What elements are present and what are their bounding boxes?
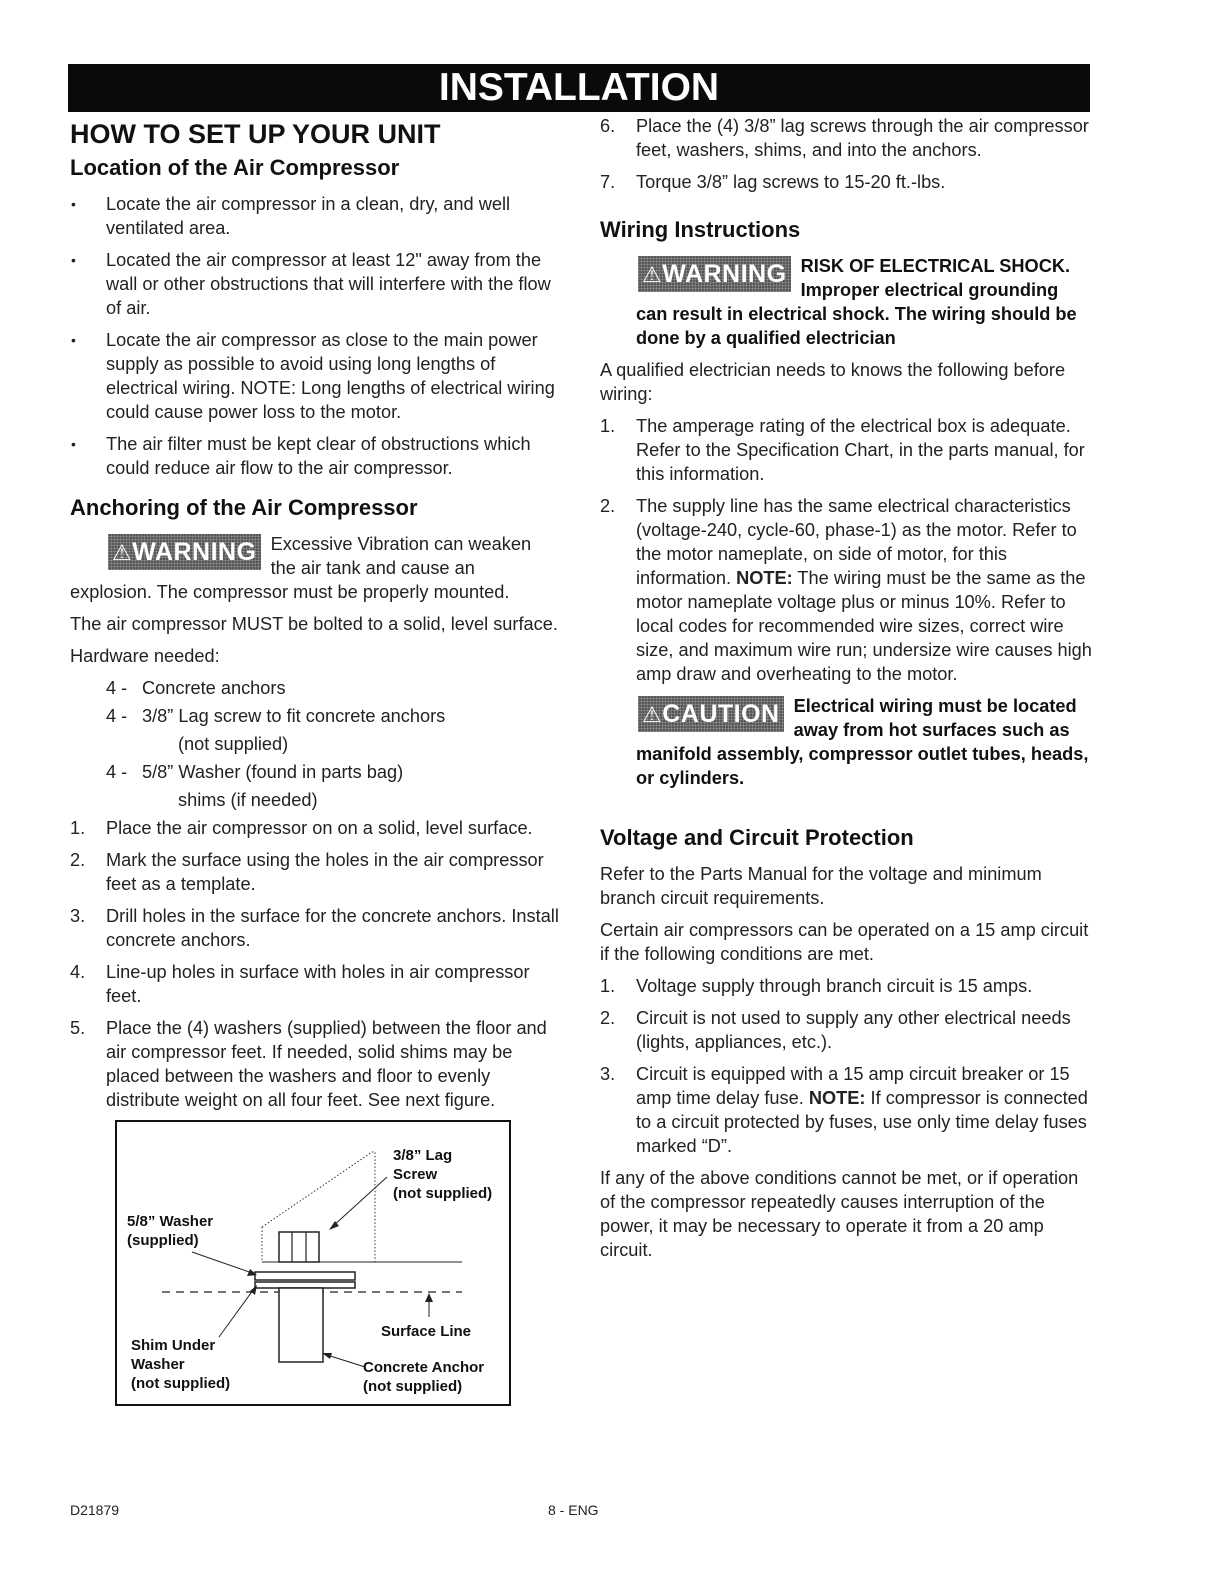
voltage-heading: Voltage and Circuit Protection [600,825,914,850]
list-item: 1. Place the air compressor on on a solid, level surface. [70,818,533,838]
main-heading: HOW TO SET UP YOUR UNIT [70,119,441,149]
list-item: 6. Place the (4) 3/8” lag screws through the air compressor feet, washers, shims, and into the anchors. [600,116,1089,160]
location-list [70,192,560,480]
section-banner: INSTALLATION [68,64,1090,112]
list-item: 2. Circuit is not used to supply any other electrical needs (lights, appliances, etc.). [600,1008,1071,1052]
caution-text: Electrical wiring must be located away from hot surfaces such as manifold assembly, compressor outlet tubes, heads, or cylinders. [636,696,1089,788]
warning-badge: ⚠WARNING [638,256,791,292]
anchoring-heading: Anchoring of the Air Compressor [70,495,418,520]
location-heading: Location of the Air Compressor [70,155,400,180]
warning-triangle-icon: ⚠ [642,262,663,287]
hardware-label: Hardware needed: [70,646,220,666]
list-item: 1. Voltage supply through branch circuit is 15 amps. [600,976,1033,996]
voltage-paragraph-2: Certain air compressors can be operated on a 15 amp circuit if the following conditions are met. [600,920,1089,964]
lag-screw-label: 3/8” Lag Screw (not supplied) [393,1147,493,1202]
list-item: (not supplied) [178,734,289,754]
wiring-heading: Wiring Instructions [600,217,801,242]
bolted-paragraph: The air compressor MUST be bolted to a solid, level surface. [70,614,558,634]
list-item: 4 - 5/8” Washer (found in parts bag) [106,762,404,782]
list-item: • Locate the air compressor in a clean, dry, and well ventilated area. [70,192,560,240]
document-id: D21879 [70,1502,120,1518]
right-column [600,114,1092,1270]
page-number: 8 - ENG [548,1502,599,1518]
shim-label: Shim Under Washer (not supplied) [131,1337,231,1392]
voltage-paragraph-1: Refer to the Parts Manual for the voltage and minimum branch circuit requirements. [600,864,1042,908]
list-item: 4 - 3/8” Lag screw to fit concrete anchors [106,706,446,726]
warning-badge: ⚠WARNING [108,534,261,570]
list-item: 4 - Concrete anchors [106,678,286,698]
list-item: • The air filter must be kept clear of obstructions which could reduce air flow to the air compressor. [70,432,560,480]
list-item: 2. Mark the surface using the holes in the air compressor feet as a template. [70,850,544,894]
caution-triangle-icon: ⚠ [642,702,663,727]
caution-badge: ⚠CAUTION [638,696,784,732]
list-item: 5. Place the (4) washers (supplied) between the floor and air compressor feet. If needed, solid shims may be placed between the washers and floor to evenly distribute weight on all four feet. See next figure. [70,1018,547,1110]
anchor-figure [115,1120,511,1406]
list-item: • Located the air compressor at least 12" away from the wall or other obstructions that will interfere with the flow of air. [70,248,560,320]
warning-text: RISK OF ELECTRICAL SHOCK. Improper electrical grounding can result in electrical shock. The wiring should be done by a qualified electrician [636,256,1077,348]
hot-surface-caution [600,694,1092,790]
shock-warning [600,254,1092,350]
surface-line-label: Surface Line [381,1323,472,1340]
list-item: 2. The supply line has the same electrical characteristics (voltage-240, cycle-60, phase-1) as the motor. Refer to the motor nameplate, on side of motor, for this information. NOTE: The wiring must be the same as the motor nameplate voltage plus or minus 10%. Refer to local codes for recommended wire sizes, correct wire size, and maximum wire run; undersize wire causes high amp draw and overheating to the motor. [600,496,1092,684]
voltage-paragraph-3: If any of the above conditions cannot be met, or if operation of the compressor repeatedly causes interruption of the power, it may be necessary to operate it from a 20 amp circuit. [600,1168,1079,1260]
list-item: 1. The amperage rating of the electrical box is adequate. Refer to the Specification Chart, in the parts manual, for this information. [600,416,1085,484]
left-column [70,114,560,1406]
continued-steps [600,114,1092,194]
list-item: 3. Circuit is equipped with a 15 amp circuit breaker or 15 amp time delay fuse. NOTE: If compressor is connected to a circuit protected by fuses, use only time delay fuses marked “D”. [600,1064,1088,1156]
warning-triangle-icon: ⚠ [112,540,133,565]
list-item: 7. Torque 3/8” lag screws to 15-20 ft.-lbs. [600,172,946,192]
list-item: • Locate the air compressor as close to the main power supply as possible to avoid using long lengths of electrical wiring. NOTE: Long lengths of electrical wiring could cause power loss to the motor. [70,328,560,424]
concrete-anchor-label: Concrete Anchor (not supplied) [363,1359,485,1395]
wiring-list [600,414,1092,686]
washer-label: 5/8” Washer (supplied) [127,1213,214,1249]
wiring-intro: A qualified electrician needs to knows the following before wiring: [600,360,1066,404]
list-item: shims (if needed) [178,790,318,810]
vibration-warning [70,532,560,604]
circuit-conditions [600,974,1092,1158]
anchoring-steps [70,816,560,1112]
list-item: 3. Drill holes in the surface for the concrete anchors. Install concrete anchors. [70,906,559,950]
hardware-list [70,676,560,812]
warning-text: Excessive Vibration can weaken the air tank and cause an explosion. The compressor must be properly mounted. [70,534,532,602]
list-item: 4. Line-up holes in surface with holes in air compressor feet. [70,962,530,1006]
